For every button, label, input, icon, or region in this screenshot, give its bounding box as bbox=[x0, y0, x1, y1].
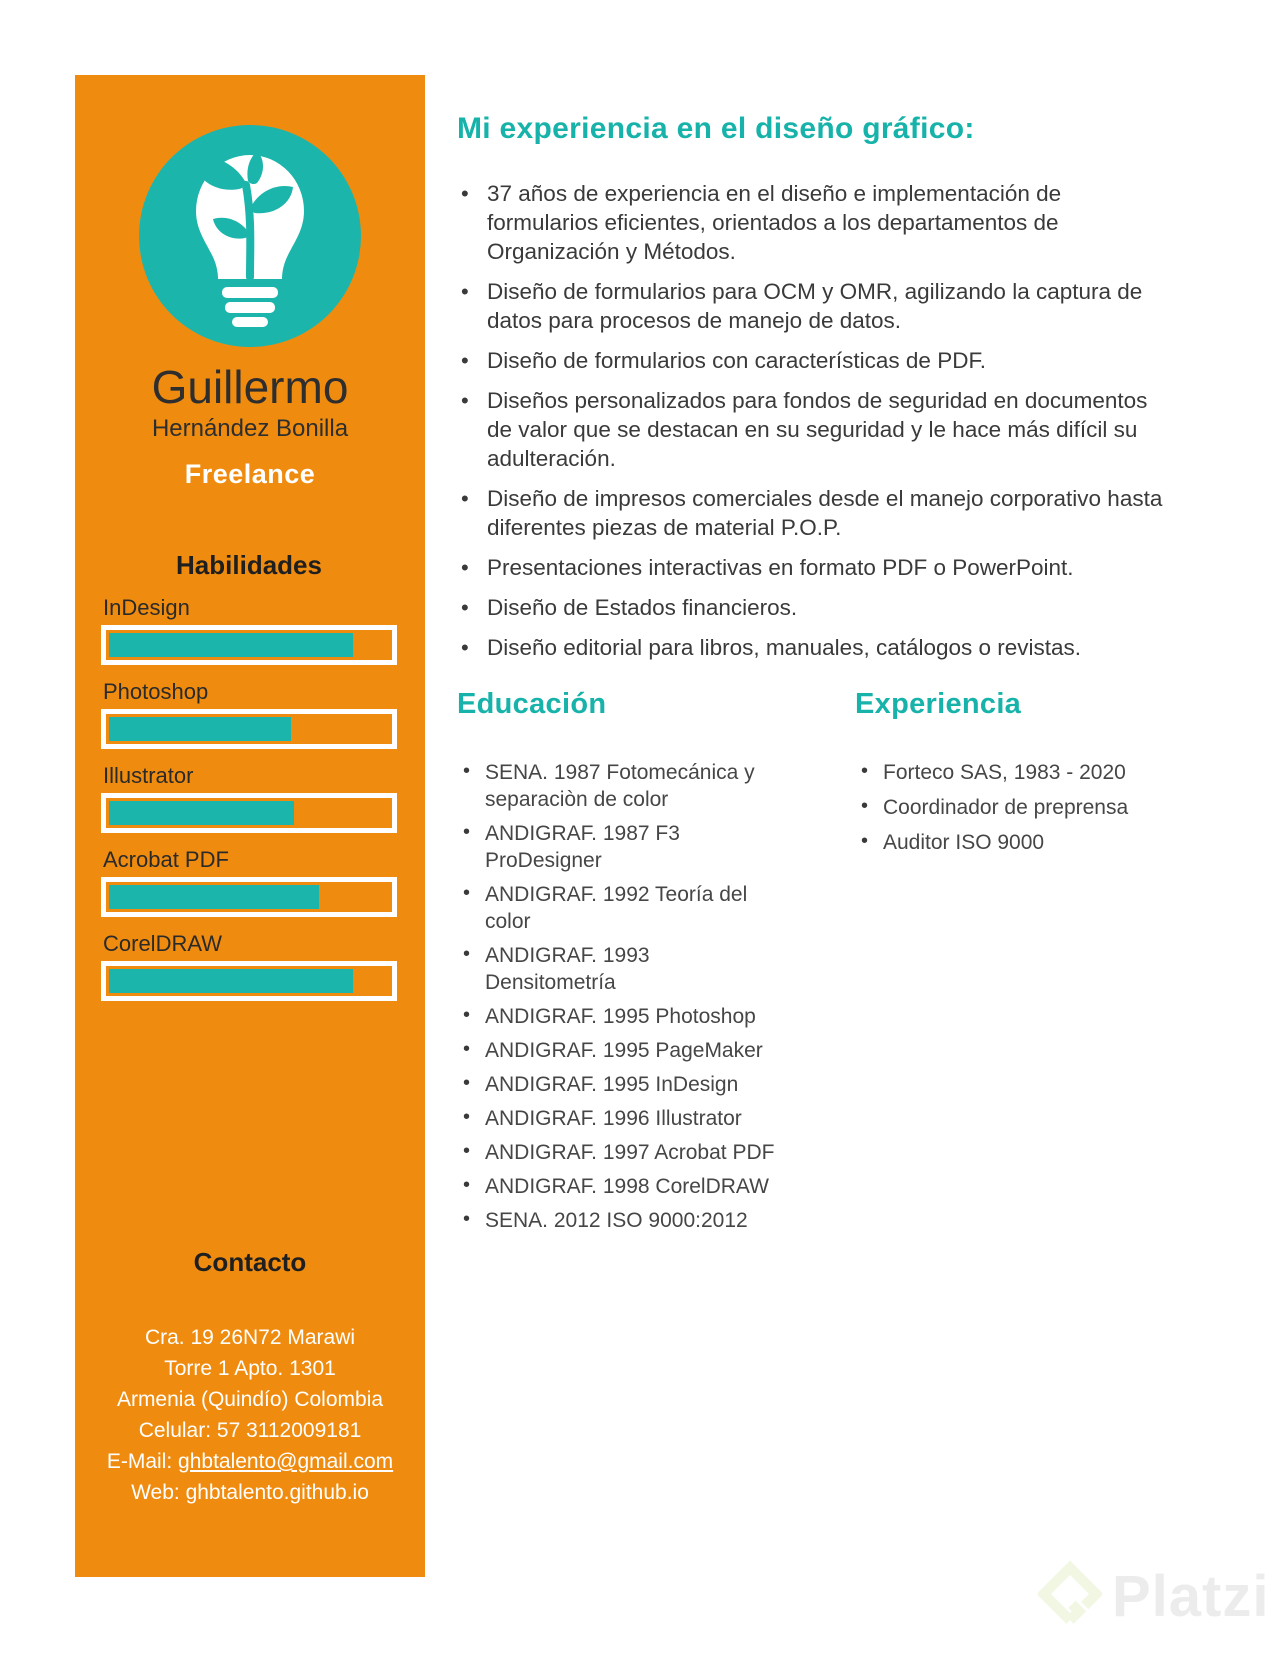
work-experience-title: Experiencia bbox=[855, 688, 1022, 720]
skill-bar bbox=[101, 877, 397, 917]
skill-bar-fill bbox=[109, 633, 353, 657]
education-item: • ANDIGRAF. 1995 InDesign bbox=[457, 1071, 775, 1098]
skill-label: Photoshop bbox=[103, 679, 209, 704]
education-item: • SENA. 1987 Fotomecánica y separaciòn de color bbox=[457, 759, 775, 813]
skill-row bbox=[101, 595, 397, 665]
experience-bullet: • Presentaciones interactivas en formato PDF o PowerPoint. bbox=[457, 553, 1165, 582]
web-label: Web: bbox=[131, 1481, 186, 1504]
skill-bar bbox=[101, 709, 397, 749]
contact-web-line bbox=[75, 1477, 425, 1508]
work-experience-item: • Forteco SAS, 1983 - 2020 bbox=[855, 759, 1155, 786]
skill-row bbox=[101, 847, 397, 917]
contact-line: Cra. 19 26N72 Marawi bbox=[144, 1326, 356, 1349]
skill-bar bbox=[101, 625, 397, 665]
web-address: ghbtalento.github.io bbox=[185, 1481, 369, 1504]
experience-bullet: • Diseños personalizados para fondos de seguridad en documentos de valor que se destacan en su seguridad y le hace más difícil su adulteración. bbox=[457, 386, 1165, 473]
role-label: Freelance bbox=[184, 459, 316, 490]
experience-bullet: • Diseño de impresos comerciales desde el manejo corporativo hasta diferentes piezas de material P.O.P. bbox=[457, 484, 1165, 542]
experience-bullet-list bbox=[457, 179, 1165, 662]
email-link[interactable]: ghbtalento@gmail.com bbox=[178, 1450, 394, 1473]
experience-bullet: • Diseño de Estados financieros. bbox=[457, 593, 1165, 622]
skill-bar bbox=[101, 961, 397, 1001]
contact-line: Armenia (Quindío) Colombia bbox=[116, 1388, 384, 1411]
education-item: • ANDIGRAF. 1995 Photoshop bbox=[457, 1003, 775, 1030]
skill-bar bbox=[101, 793, 397, 833]
skill-label: Acrobat PDF bbox=[103, 847, 229, 872]
skill-row bbox=[101, 679, 397, 749]
education-section bbox=[457, 688, 775, 1241]
contact-title: Contacto bbox=[193, 1247, 307, 1277]
skill-bar-fill bbox=[109, 717, 291, 741]
education-item: • ANDIGRAF. 1992 Teoría del color bbox=[457, 881, 775, 935]
education-item: • ANDIGRAF. 1995 PageMaker bbox=[457, 1037, 775, 1064]
name-last: Hernández Bonilla bbox=[151, 415, 349, 443]
education-item: • ANDIGRAF. 1997 Acrobat PDF bbox=[457, 1139, 775, 1166]
education-title: Educación bbox=[457, 688, 607, 720]
education-list bbox=[457, 759, 775, 1234]
skills-list bbox=[101, 595, 397, 1001]
skill-bar-fill bbox=[109, 801, 294, 825]
contact-lines bbox=[75, 1322, 425, 1446]
experience-bullet: • Diseño de formularios para OCM y OMR, agilizando la captura de datos para procesos de manejo de datos. bbox=[457, 277, 1165, 335]
education-item: • ANDIGRAF. 1987 F3 ProDesigner bbox=[457, 820, 775, 874]
education-item: • ANDIGRAF. 1993 Densitometría bbox=[457, 942, 775, 996]
skill-row bbox=[101, 763, 397, 833]
platzi-watermark bbox=[1038, 1558, 1270, 1635]
skill-bar-fill bbox=[109, 969, 353, 993]
skills-title: Habilidades bbox=[176, 550, 322, 580]
skill-row bbox=[101, 931, 397, 1001]
experience-bullet: • Diseño editorial para libros, manuales, catálogos o revistas. bbox=[457, 633, 1165, 662]
experience-bullet: • Diseño de formularios con características de PDF. bbox=[457, 346, 1165, 375]
name-first: Guillermo bbox=[151, 361, 349, 413]
education-item: • SENA. 2012 ISO 9000:2012 bbox=[457, 1207, 775, 1234]
education-item: • ANDIGRAF. 1996 Illustrator bbox=[457, 1105, 775, 1132]
experience-bullet: • 37 años de experiencia en el diseño e implementación de formularios eficientes, orientados a los departamentos de Organización y Métodos. bbox=[457, 179, 1165, 266]
skill-bar-fill bbox=[109, 885, 319, 909]
sidebar-panel bbox=[75, 75, 425, 1577]
lightbulb-plant-icon bbox=[139, 125, 361, 347]
email-label: E-Mail: bbox=[106, 1450, 179, 1473]
skill-label: Illustrator bbox=[103, 763, 194, 788]
skills-section bbox=[101, 550, 397, 1015]
page-title: Mi experiencia en el diseño gráfico: bbox=[457, 112, 975, 145]
contact-section bbox=[75, 1247, 425, 1508]
education-item: • ANDIGRAF. 1998 CorelDRAW bbox=[457, 1173, 775, 1200]
main-column bbox=[457, 112, 1165, 673]
work-experience-item: • Auditor ISO 9000 bbox=[855, 829, 1155, 856]
contact-line: Celular: 57 3112009181 bbox=[138, 1419, 362, 1442]
work-experience-section bbox=[855, 688, 1155, 864]
name-block bbox=[75, 363, 425, 490]
contact-email-line bbox=[75, 1446, 425, 1477]
watermark-text: Platzi bbox=[1112, 1564, 1270, 1629]
contact-line: Torre 1 Apto. 1301 bbox=[164, 1357, 336, 1380]
work-experience-item: • Coordinador de preprensa bbox=[855, 794, 1155, 821]
skill-label: InDesign bbox=[103, 595, 190, 620]
work-experience-list bbox=[855, 759, 1155, 856]
skill-label: CorelDRAW bbox=[103, 931, 222, 956]
platzi-logo-icon bbox=[1038, 1558, 1102, 1635]
